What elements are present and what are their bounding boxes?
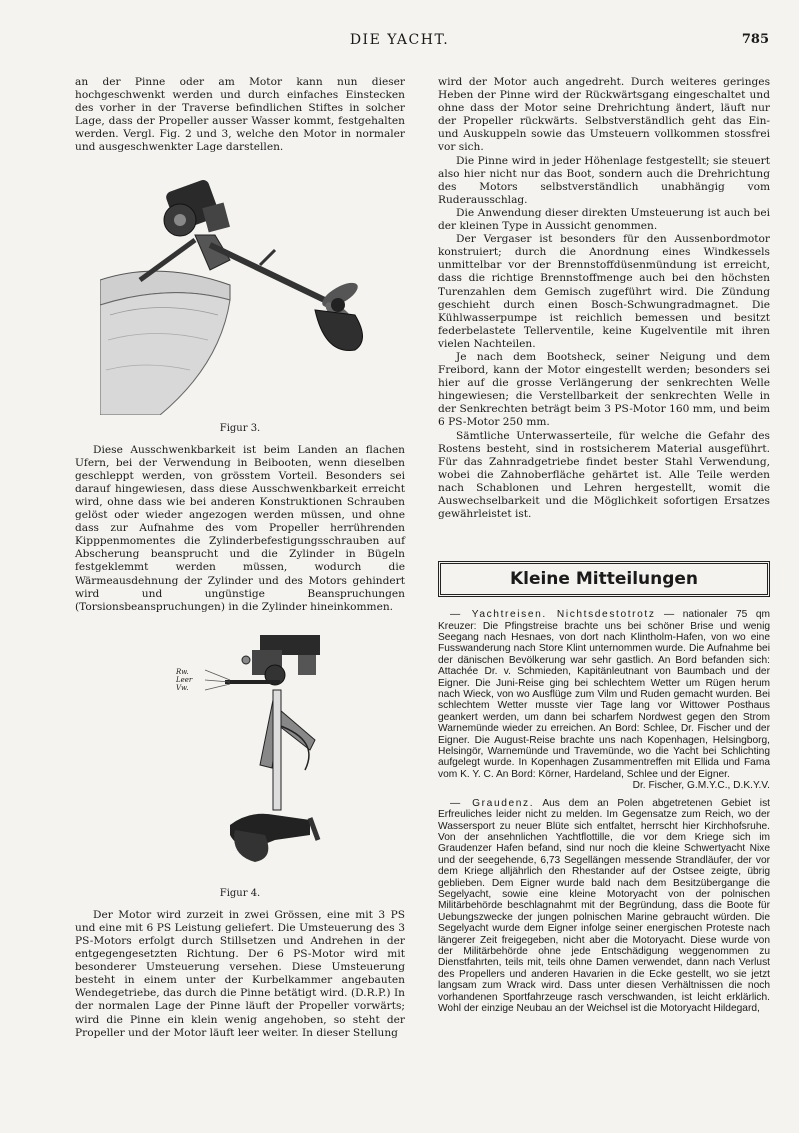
news-item-yachtreisen: [438, 609, 770, 792]
right-paragraph-3: Die Anwendung dieser direkten Umsteuerung ist auch bei der kleinen Type in Aussicht genommen.: [438, 206, 770, 233]
left-paragraph-1: an der Pinne oder am Motor kann nun dieser hochgeschwenkt werden und durch einfaches Einstecken des vorher in der Traverse befindlichen Stiftes in solcher Lage, dass der Propeller ausser Wasser kommt, festgehalten werden. Vergl. Fig. 2 und 3, welche den Motor in normaler und ausgeschwenkter Lage darstellen.: [75, 76, 405, 154]
right-paragraph-5: Je nach dem Bootsheck, seiner Neigung und dem Freibord, kann der Motor eingestellt werden; besonders sei hier auf die grosse Verlängerung der senkrechten Welle hingewiesen; die Verstellbarkeit der senkrechten Welle in der Senkrechten beträgt beim 3 PS-Motor 160 mm, und beim 6 PS-Motor 250 mm.: [438, 350, 770, 429]
news-section: [438, 609, 770, 1014]
figure-3-illustration: [100, 165, 390, 415]
right-paragraph-4: Der Vergaser ist besonders für den Aussenbordmotor konstruiert; durch die Anordnung eines Windkessels unmittelbar vor der Brennstoffdüsenmündung ist erreicht, dass die richtige Brennstoffmenge auch bei den höchsten Turenzahlen dem Gemisch zugeführt wird. Die Zündung geschieht durch einen Bosch-Schwungradmagnet. Die Kühlwasserpumpe ist reichlich bemessen und besitzt federbelastete Tellerventile, keine Kugelventile mit ihren vielen Nachteilen.: [438, 233, 770, 350]
left-paragraph-2: Diese Ausschwenkbarkeit ist beim Landen an flachen Ufern, bei der Verwendung in Beibooten, wenn dieselben geschleppt werden, von grösstem Vorteil. Besonders sei darauf hingewiesen, dass diese Ausschwenkbarkeit erreicht wird, ohne dass wie bei anderen Konstruktionen Schrauben gelöst oder wieder angezogen werden müssen, und ohne dass zur Aufnahme des vom Propeller herrührenden Kipppenmomentes die Zylinderbefestigungsschrauben auf Abscherung beansprucht und die Zylinder in Bügeln festgeklemmt werden müssen, wodurch die Wärmeausdehnung der Zylinder und des Motors gehindert wird und ungünstige Beanspruchungen (Torsionsbeanspruchungen) in die Zylinder hineinkommen.: [75, 443, 405, 613]
outboard-motor-reversing-drawing: [180, 630, 380, 880]
label-neutral: Leer: [176, 675, 193, 684]
right-paragraph-2: Die Pinne wird in jeder Höhenlage festgestellt; sie steuert also hier nicht nur das Boot, sondern auch die Drehrichtung des Motors selbstverständlich unabhängig vom Ruderausschlag.: [438, 154, 770, 206]
outboard-motor-tilted-drawing: [100, 165, 390, 415]
running-title: DIE YACHT.: [349, 32, 450, 48]
news-signature: Dr. Fischer, G.M.Y.C., D.K.Y.V.: [632, 780, 770, 792]
page-number: 785: [741, 32, 769, 47]
figure-3-caption: Figur 3.: [219, 422, 261, 434]
left-column: [75, 76, 405, 1040]
news-body: — nationaler 75 qm Kreuzer: Die Pfingstreise brachte uns bei schöner Brise und wenig Seegang nach Hesnaes, von dort nach Klintholm-Hafen, von wo eine Fusswanderung nach Store Klint unternommen wurde. Die Aufnahme bei der dänischen Bevölkerung war sehr gastlich. An Bord befanden sich: Attachée Dr. v. Schmieden, Kapitänleutnant von Baumbach und der Eigner. Die Juni-Reise ging bei schlechtem Wetter um Rügen herum nach Wieck, von wo Ausflüge zum Vilm und Ruden gemacht wurden. Bei schlechtem Wetter musste vier Tage lang vor Wittower Posthaus geankert werden, um dann bei scharfem Nordwest gegen den Strom Warnemünde wieder zu erreichen. An Bord: Schlee, Dr. Fischer und der Eigner. Die August-Reise brachte uns nach Kopenhagen, Helsingborg, Helsingör, Warnemünde und Travemünde, wo die Yacht bei Schlichting aufgelegt wurde. In Kopenhagen Zusammentreffen mit Ellida und Fama vom K. Y. C. An Bord: Körner, Hardeland, Schlee und der Eigner.: [438, 609, 770, 780]
figure-4-labels: [176, 668, 192, 692]
label-forward: Vw.: [176, 683, 189, 692]
page-header: [0, 30, 799, 52]
figure-4-illustration: [176, 630, 380, 880]
label-reverse: Rw.: [176, 667, 189, 676]
right-paragraph-6: Sämtliche Unterwasserteile, für welche die Gefahr des Rostens besteht, sind in rostsicherem Material ausgeführt. Für das Zahnradgetriebe findet bester Stahl Verwendung, wobei die Zahnoberfläche gehärtet ist. Alle Teile werden nach Schablonen und Lehren hergestellt, womit die Auswechselbarkeit und die Möglichkeit sofortigen Ersatzes gewährleistet ist.: [438, 429, 770, 521]
right-column: [438, 76, 770, 1014]
news-item-graudenz: [438, 798, 770, 1015]
section-heading: Kleine Mitteilungen: [438, 561, 770, 597]
left-paragraph-3: Der Motor wird zurzeit in zwei Grössen, eine mit 3 PS und eine mit 6 PS Leistung geliefert. Die Umsteuerung des 3 PS-Motors erfolgt durch Stillsetzen und Andrehen in der entgegengesetzten Richtung. Der 6 PS-Motor wird mit besonderer Umsteuerung versehen. Diese Umsteuerung besteht in einem unter der Kurbelkammer angebauten Wendegetriebe, das durch die Pinne betätigt wird. (D.R.P.) In der normalen Lage der Pinne läuft der Propeller vorwärts; wird die Pinne ein klein wenig angehoben, so steht der Propeller und der Motor läuft leer weiter. In dieser Stellung: [75, 908, 405, 1039]
figure-4-caption: Figur 4.: [219, 887, 261, 899]
news-lead: — Yachtreisen. Nichtsdestotrotz: [450, 609, 656, 621]
right-paragraph-1: wird der Motor auch angedreht. Durch weiteres geringes Heben der Pinne wird der Rückwärtsgang eingeschaltet und ohne dass der Motor seine Drehrichtung ändert, läuft nur der Propeller rückwärts. Selbstverständlich geht das Ein- und Auskuppeln sowie das Umsteuern vollkommen stossfrei vor sich.: [438, 76, 770, 154]
news-body: Aus dem an Polen abgetretenen Gebiet ist Erfreuliches leider nicht zu melden. Im Gegensatze zum Reich, wo der Wassersport zu neuer Blüte sich entfaltet, herrscht hier Kirchhofsruhe. Von der ansehnlichen Yachtflottille, die vor dem Kriege sich im Graudenzer Hafen befand, sind nur noch die kleine Schwertyacht Nixe und der seegehende, 6,73 Segellängen messende Strandläufer, der vor dem Kriege alljährlich den Rhestander auf der Ostsee zeigte, übrig geblieben. Dem Eigner wurde bald nach dem Besitzübergange die Segelyacht, sowie eine kleine Motoryacht von der polnischen Militärbehörde beschlagnahmt mit der Begründung, dass die Boote für Uebungszwecke der jungen polnischen Marine gebraucht würden. Die Segelyacht wurde dem Eigner infolge seiner energischen Proteste nach längerer Zeit freigegeben, nicht aber die Motoryacht. Diese wurde von der Militärbehörde ohne jede Entschädigung weggenommen zu Dienstfahrten, teils mit, teils ohne Damen verwendet, dann nach Verlust des Propellers und anderen Havarien in die Ecke gestellt, wo sie jetzt langsam zum Wrack wird. Dass unter diesen Verhältnissen die noch vorhandenen Sportfahrzeuge rasch verschwanden, ist leicht erklärlich. Wohl der einzige Neubau an der Weichsel ist die Motoryacht Hildegard,: [438, 797, 770, 1014]
news-lead: — Graudenz.: [450, 797, 535, 809]
